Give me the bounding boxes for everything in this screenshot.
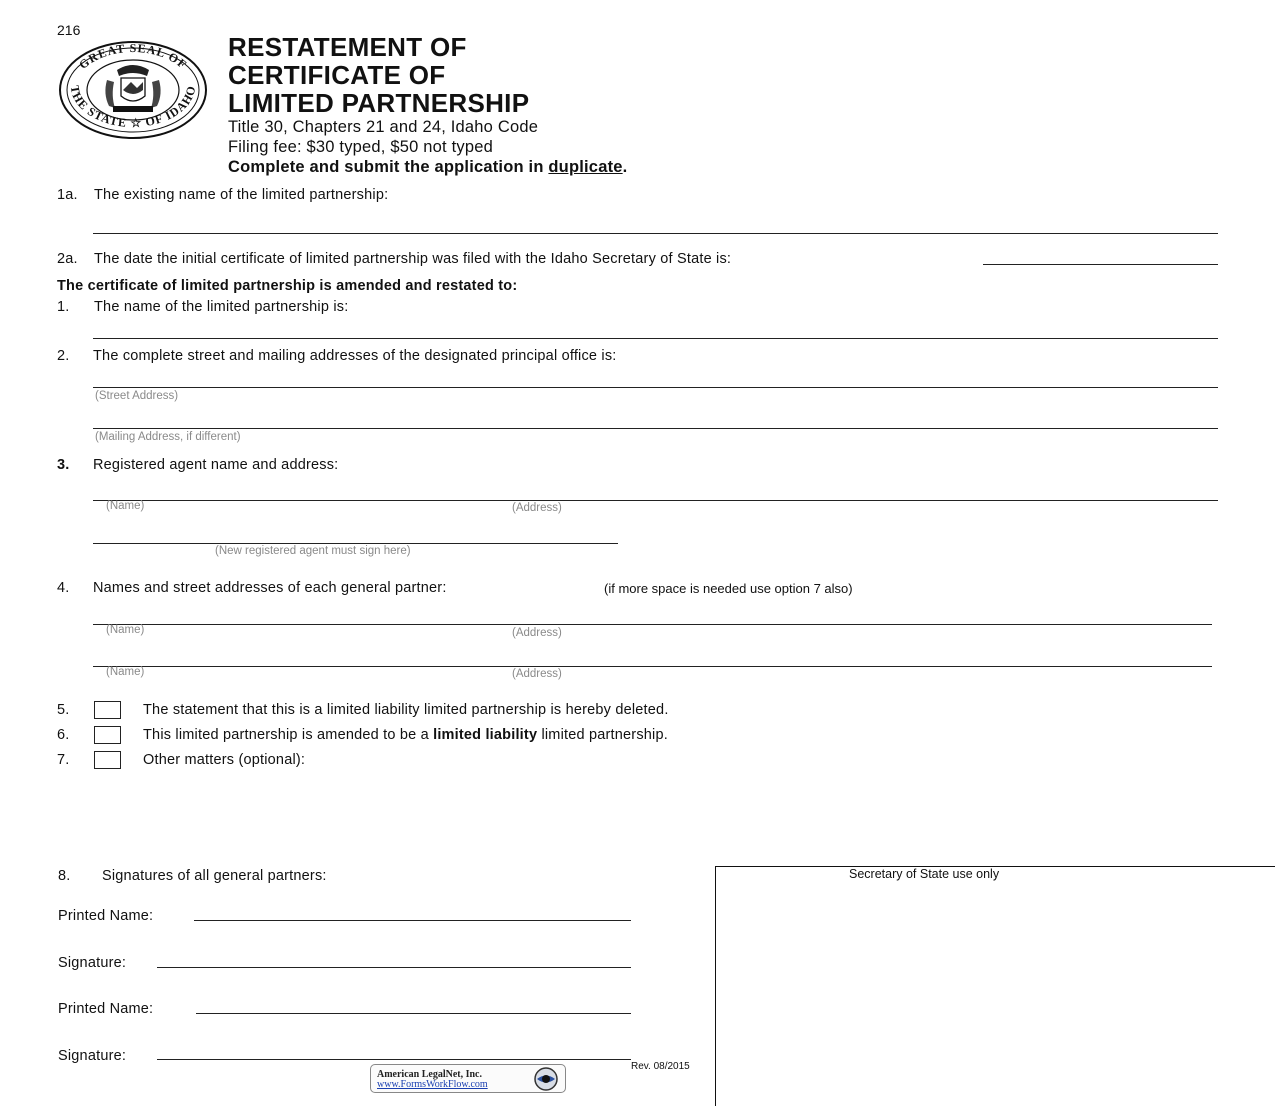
globe-icon: [528, 1066, 564, 1092]
form-title: [228, 33, 529, 117]
title-line-2: CERTIFICATE OF: [228, 60, 446, 90]
partner-2-address-hint: (Address): [512, 668, 562, 680]
signature-2-label: Signature:: [58, 1048, 127, 1064]
printed-name-1-label: Printed Name:: [58, 908, 154, 924]
authority-text: Title 30, Chapters 21 and 24, Idaho Code: [228, 118, 539, 136]
printed-name-1-field[interactable]: [194, 920, 631, 921]
item-3-label: Registered agent name and address:: [93, 457, 339, 473]
revision-date: Rev. 08/2015: [631, 1061, 690, 1072]
svg-text:THE STATE ☆ OF IDAHO: THE STATE ☆ OF IDAHO: [67, 84, 199, 131]
restated-heading: The certificate of limited partnership is amended and restated to:: [57, 278, 518, 294]
mailing-address-hint: (Mailing Address, if different): [95, 431, 241, 443]
existing-name-field[interactable]: [93, 233, 1218, 234]
title-line-3: LIMITED PARTNERSHIP: [228, 88, 530, 118]
svg-text:GREAT SEAL OF: GREAT SEAL OF: [76, 40, 190, 72]
item-5-checkbox[interactable]: [94, 701, 121, 719]
submission-instruction: Complete and submit the application in duplicate.: [228, 158, 628, 176]
filing-fee-text: Filing fee: $30 typed, $50 not typed: [228, 138, 493, 156]
item-1-number: 1.: [57, 299, 70, 315]
street-address-field[interactable]: [93, 387, 1218, 388]
title-line-1: RESTATEMENT OF: [228, 32, 467, 62]
office-use-label: Secretary of State use only: [849, 867, 1000, 881]
item-6-label: This limited partnership is amended to be a limited liability limited partnership.: [143, 727, 668, 743]
general-partner-2-field[interactable]: [93, 666, 1212, 667]
street-address-hint: (Street Address): [95, 390, 179, 402]
item-5-label: The statement that this is a limited liability limited partnership is hereby deleted.: [143, 702, 669, 718]
item-2a-label: The date the initial certificate of limited partnership was filed with the Idaho Secretary of State is:: [94, 251, 732, 267]
item-1-label: The name of the limited partnership is:: [94, 299, 349, 315]
item-6-number: 6.: [57, 727, 70, 743]
agent-signature-field[interactable]: [93, 543, 618, 544]
item-7-checkbox[interactable]: [94, 751, 121, 769]
item-3-number: 3.: [57, 457, 70, 473]
item-5-number: 5.: [57, 702, 70, 718]
item-2-label: The complete street and mailing addresses of the designated principal office is:: [93, 348, 617, 364]
item-1a-label: The existing name of the limited partnership:: [94, 187, 389, 203]
agent-signature-hint: (New registered agent must sign here): [215, 545, 411, 557]
item-7-label: Other matters (optional):: [143, 752, 306, 768]
signature-2-field[interactable]: [157, 1059, 631, 1060]
signature-1-field[interactable]: [157, 967, 631, 968]
partner-2-name-hint: (Name): [106, 666, 145, 678]
item-8-label: Signatures of all general partners:: [102, 868, 327, 884]
secretary-of-state-box: [715, 866, 1275, 1106]
printed-name-2-label: Printed Name:: [58, 1001, 154, 1017]
item-4-label: Names and street addresses of each general partner:: [93, 580, 447, 596]
registered-agent-field[interactable]: [93, 500, 1218, 501]
partner-1-address-hint: (Address): [512, 627, 562, 639]
signature-1-label: Signature:: [58, 955, 127, 971]
mailing-address-field[interactable]: [93, 428, 1218, 429]
printed-name-2-field[interactable]: [196, 1013, 631, 1014]
item-7-number: 7.: [57, 752, 70, 768]
item-2-number: 2.: [57, 348, 70, 364]
form-number: 216: [57, 22, 81, 38]
agent-name-hint: (Name): [106, 500, 145, 512]
partner-1-name-hint: (Name): [106, 624, 145, 636]
initial-filing-date-field[interactable]: [983, 264, 1218, 265]
logo-url-link[interactable]: www.FormsWorkFlow.com: [377, 1079, 488, 1090]
item-4-number: 4.: [57, 580, 70, 596]
american-legalnet-logo[interactable]: [370, 1064, 566, 1093]
item-1a-number: 1a.: [57, 187, 78, 203]
item-8-number: 8.: [58, 868, 71, 884]
agent-address-hint: (Address): [512, 502, 562, 514]
item-2a-number: 2a.: [57, 251, 78, 267]
general-partner-1-field[interactable]: [93, 624, 1212, 625]
partnership-name-field[interactable]: [93, 338, 1218, 339]
logo-company-name: American LegalNet, Inc.: [377, 1069, 482, 1080]
idaho-great-seal: [57, 40, 209, 140]
item-4-note: (if more space is needed use option 7 also): [604, 581, 853, 596]
item-6-checkbox[interactable]: [94, 726, 121, 744]
